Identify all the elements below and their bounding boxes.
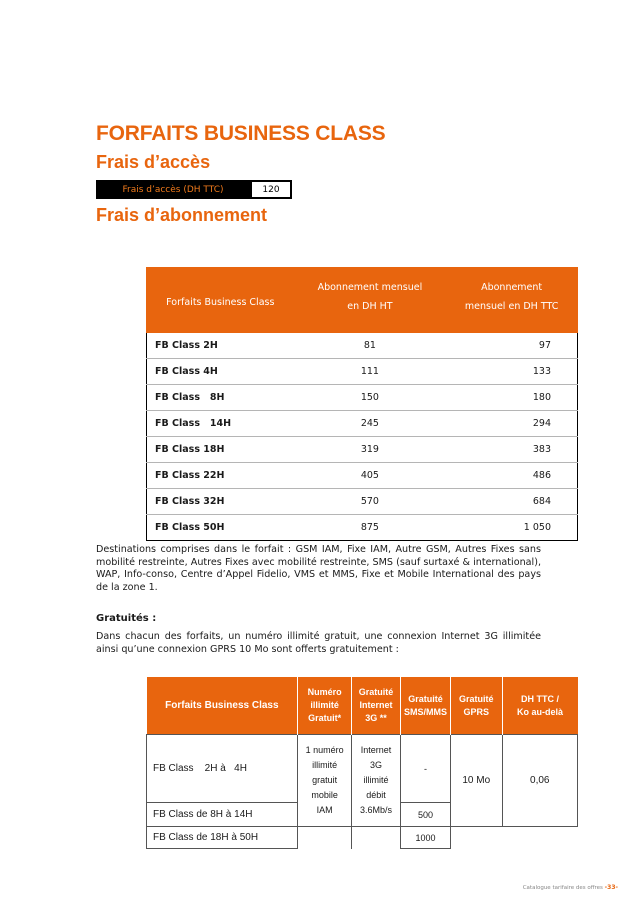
plan-name: FB Class 18H xyxy=(147,437,295,463)
empty-cell xyxy=(352,827,401,849)
price-ttc: 133 xyxy=(446,359,578,385)
access-fee-value: 120 xyxy=(252,182,290,197)
section-heading-subscription: Frais d’abonnement xyxy=(96,205,268,225)
price-ht: 150 xyxy=(294,385,446,411)
plans-table xyxy=(146,267,578,541)
header-plan: Forfaits Business Class xyxy=(147,677,298,735)
sms-cell: 500 xyxy=(400,803,450,827)
price-ht: 81 xyxy=(294,333,446,359)
page-number: -33- xyxy=(604,884,618,891)
plan-range: FB Class de 18H à 50H xyxy=(147,827,298,849)
gratuites-title: Gratuités : xyxy=(96,613,157,624)
footer-text: Catalogue tarifaire des offres xyxy=(522,885,603,891)
price-ht: 245 xyxy=(294,411,446,437)
plan-name: FB Class 32H xyxy=(147,489,295,515)
page-title: FORFAITS BUSINESS CLASS xyxy=(96,122,386,145)
numero-cell xyxy=(298,735,352,827)
gprs-cell: 10 Mo xyxy=(450,735,502,827)
table-row xyxy=(147,463,578,489)
plan-name: FB Class 4H xyxy=(147,359,295,385)
price-ht: 111 xyxy=(294,359,446,385)
table-row xyxy=(147,515,578,541)
price-ht: 875 xyxy=(294,515,446,541)
plan-name: FB Class 8H xyxy=(147,385,295,411)
ko-price-cell: 0,06 xyxy=(502,735,578,827)
header-ht-label: Abonnement mensuel en DH HT xyxy=(317,282,423,312)
header-gprs: Gratuité GPRS xyxy=(450,677,502,735)
sms-cell: 1000 xyxy=(400,827,450,849)
plan-name: FB Class 2H xyxy=(147,333,295,359)
internet-text: Internet 3G illimité débit 3.6Mb/s xyxy=(360,745,393,815)
plan-name: FB Class 50H xyxy=(147,515,295,541)
price-ht: 319 xyxy=(294,437,446,463)
gratuites-paragraph: Dans chacun des forfaits, un numéro illimité gratuit, une connexion Internet 3G illimitée ainsi qu’une connexion GPRS 10 Mo sont offerts gratuitement : xyxy=(96,631,541,655)
price-ttc: 1 050 xyxy=(446,515,578,541)
price-ttc: 294 xyxy=(446,411,578,437)
free-table-header xyxy=(147,677,578,735)
table-row xyxy=(147,735,578,803)
plan-range: FB Class 2H à 4H xyxy=(147,735,298,803)
table-row xyxy=(147,827,578,849)
plan-name: FB Class 14H xyxy=(147,411,295,437)
price-ht: 570 xyxy=(294,489,446,515)
numero-text: 1 numéro illimité gratuit mobile IAM xyxy=(305,745,344,815)
header-ttc-label: Abonnement mensuel en DH TTC xyxy=(464,282,559,312)
empty-cell xyxy=(298,827,352,849)
table-row xyxy=(147,385,578,411)
free-services-table xyxy=(146,677,578,849)
section-heading-access: Frais d’accès xyxy=(96,152,211,172)
header-ko-price: DH TTC / Ko au-delà xyxy=(502,677,578,735)
table-row xyxy=(147,333,578,359)
header-plan: Forfaits Business Class xyxy=(147,268,295,333)
price-ttc: 486 xyxy=(446,463,578,489)
header-sms: Gratuité SMS/MMS xyxy=(400,677,450,735)
sms-cell: - xyxy=(400,735,450,803)
page-footer xyxy=(523,884,618,891)
empty-cell xyxy=(450,827,502,849)
empty-cell xyxy=(502,827,578,849)
header-ht xyxy=(294,268,446,333)
internet-cell xyxy=(352,735,401,827)
price-ttc: 180 xyxy=(446,385,578,411)
plan-range: FB Class de 8H à 14H xyxy=(147,803,298,827)
header-ttc xyxy=(446,268,578,333)
table-row xyxy=(147,437,578,463)
price-ttc: 684 xyxy=(446,489,578,515)
table-row xyxy=(147,489,578,515)
destinations-paragraph: Destinations comprises dans le forfait : GSM IAM, Fixe IAM, Autre GSM, Autres Fixes sans mobilité restreinte, Autres Fixes avec mobilité restreinte, SMS (sauf surtaxé & international), WAP, Info-conso, Centre d’Appel Fidelio, VMS et MMS, Fixe et Mobile International des pays de la zone 1. xyxy=(96,544,541,593)
table-row xyxy=(147,359,578,385)
header-numero: Numéro illimité Gratuit* xyxy=(298,677,352,735)
price-ttc: 383 xyxy=(446,437,578,463)
price-ht: 405 xyxy=(294,463,446,489)
access-fee-box xyxy=(96,180,292,199)
plan-name: FB Class 22H xyxy=(147,463,295,489)
header-internet: Gratuité Internet 3G ** xyxy=(352,677,401,735)
table-row xyxy=(147,411,578,437)
access-fee-label: Frais d’accès (DH TTC) xyxy=(122,184,224,195)
price-ttc: 97 xyxy=(446,333,578,359)
plans-table-header xyxy=(147,268,578,333)
